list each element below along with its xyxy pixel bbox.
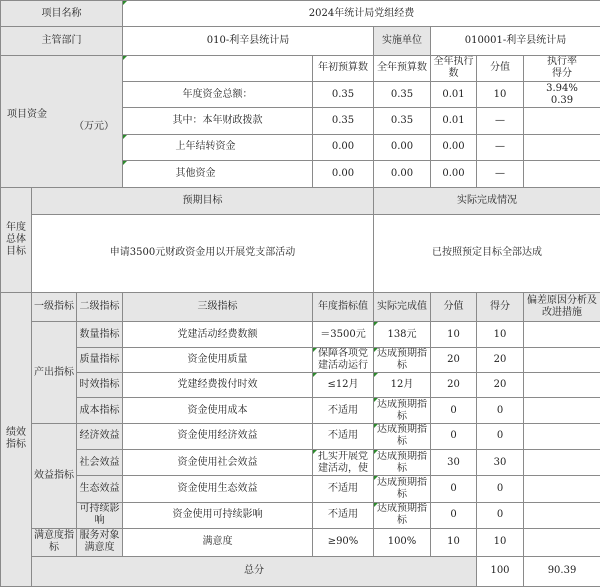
perf-target: 保障各项党建活动运行 bbox=[318, 347, 368, 371]
perf-row bbox=[1, 529, 600, 556]
perf-col-value: 分值 bbox=[431, 292, 477, 321]
perf-reason bbox=[524, 322, 600, 347]
perf-actual: 达成预期指标 bbox=[377, 503, 427, 527]
perf-col-score: 得分 bbox=[477, 292, 524, 321]
funds-row-score-value: — bbox=[477, 134, 524, 160]
perf-value: 0 bbox=[431, 398, 477, 423]
perf-score: 20 bbox=[477, 373, 524, 398]
perf-level3: 资金使用经济效益 bbox=[123, 423, 313, 449]
goals-header-row bbox=[1, 187, 600, 214]
funds-header-row bbox=[1, 55, 600, 81]
perf-reason bbox=[524, 450, 600, 476]
funds-col-score-value: 分值 bbox=[477, 55, 524, 81]
funds-unit-label: （万元） bbox=[74, 121, 114, 133]
funds-row-rate-score bbox=[524, 161, 600, 187]
perf-level2: 服务对象满意度 bbox=[77, 529, 123, 556]
perf-score: 20 bbox=[477, 347, 524, 372]
perf-col-reason: 偏差原因分析及改进措施 bbox=[524, 292, 600, 321]
perf-level1: 效益指标 bbox=[32, 423, 77, 528]
perf-level1: 产出指标 bbox=[32, 322, 77, 423]
project-name-label: 项目名称 bbox=[1, 1, 123, 27]
funds-row-rate-score bbox=[524, 82, 600, 108]
dept-label: 主管部门 bbox=[1, 27, 123, 55]
perf-col-level3: 三级指标 bbox=[123, 292, 313, 321]
funds-col-initial: 年初预算数 bbox=[313, 55, 374, 81]
perf-value: 20 bbox=[431, 347, 477, 372]
perf-target: ≤12月 bbox=[313, 373, 374, 398]
funds-row-name: 其中：本年财政拨款 bbox=[123, 108, 313, 134]
funds-label: 项目资金 bbox=[7, 109, 47, 121]
perf-actual: 达成预期指标 bbox=[377, 450, 427, 474]
department-row bbox=[1, 27, 600, 55]
perf-row bbox=[1, 398, 600, 423]
dept-value: 010-利辛县统计局 bbox=[123, 27, 374, 55]
perf-level2: 数量指标 bbox=[77, 322, 123, 347]
perf-target: ＝3500元 bbox=[313, 322, 374, 347]
perf-value: 0 bbox=[431, 476, 477, 502]
perf-reason bbox=[524, 529, 600, 556]
goals-label: 年度总体目标 bbox=[1, 187, 32, 292]
funds-col-score: 得分 bbox=[552, 68, 572, 80]
perf-actual: 138元 bbox=[374, 322, 431, 347]
perf-level3: 党建经费拨付时效 bbox=[123, 373, 313, 398]
perf-score: 10 bbox=[477, 322, 524, 347]
perf-actual: 达成预期指标 bbox=[377, 347, 427, 371]
perf-value: 20 bbox=[431, 373, 477, 398]
funds-row-score: 0.39 bbox=[550, 94, 574, 106]
goals-content-row bbox=[1, 214, 600, 292]
perf-score: 10 bbox=[477, 529, 524, 556]
total-value: 100 bbox=[477, 556, 524, 586]
perf-reason bbox=[524, 347, 600, 372]
perf-level3: 资金使用可持续影响 bbox=[123, 502, 313, 528]
perf-level3: 资金使用社会效益 bbox=[123, 450, 313, 476]
perf-reason bbox=[524, 502, 600, 528]
goals-actual: 已按照预定目标全部达成 bbox=[374, 214, 600, 292]
project-name-row bbox=[1, 1, 600, 27]
perf-level2: 经济效益 bbox=[77, 423, 123, 449]
goals-actual-label: 实际完成情况 bbox=[374, 187, 600, 214]
perf-row bbox=[1, 322, 600, 347]
unit-value: 010001-利辛县统计局 bbox=[431, 27, 600, 55]
perf-row bbox=[1, 502, 600, 528]
perf-row bbox=[1, 373, 600, 398]
perf-actual: 达成预期指标 bbox=[377, 477, 427, 501]
funds-row-annual: 0.00 bbox=[374, 161, 431, 187]
perf-label: 绩效指标 bbox=[1, 292, 32, 586]
perf-value: 30 bbox=[431, 450, 477, 476]
perf-reason bbox=[524, 398, 600, 423]
funds-row-name: 上年结转资金 bbox=[123, 134, 313, 160]
perf-level3: 资金使用成本 bbox=[123, 398, 313, 423]
perf-value: 0 bbox=[431, 502, 477, 528]
total-label: 总分 bbox=[32, 556, 477, 586]
perf-value: 0 bbox=[431, 423, 477, 449]
funds-row-score-value: — bbox=[477, 108, 524, 134]
funds-row-initial: 0.00 bbox=[313, 161, 374, 187]
funds-row-rate-score bbox=[524, 134, 600, 160]
total-row bbox=[1, 556, 600, 586]
funds-row-initial: 0.35 bbox=[313, 108, 374, 134]
perf-target: 扎实开展党建活动，使 bbox=[318, 450, 368, 474]
perf-row bbox=[1, 423, 600, 449]
funds-row-rate-score bbox=[524, 108, 600, 134]
funds-header-blank bbox=[123, 55, 313, 81]
funds-col-annual: 全年预算数 bbox=[374, 55, 431, 81]
perf-score: 0 bbox=[477, 476, 524, 502]
funds-row-initial: 0.00 bbox=[313, 134, 374, 160]
perf-row bbox=[1, 450, 600, 476]
funds-row-executed: 0.00 bbox=[431, 134, 477, 160]
funds-col-rate-score bbox=[524, 55, 600, 81]
goals-expected: 申请3500元财政资金用以开展党支部活动 bbox=[32, 214, 374, 292]
perf-score: 0 bbox=[477, 398, 524, 423]
goals-expected-label: 预期目标 bbox=[32, 187, 374, 214]
funds-col-rate: 执行率 bbox=[547, 56, 577, 68]
funds-row-score-value: — bbox=[477, 161, 524, 187]
funds-row-executed: 0.01 bbox=[431, 82, 477, 108]
perf-level2: 生态效益 bbox=[77, 476, 123, 502]
perf-actual: 达成预期指标 bbox=[377, 424, 427, 448]
perf-level1: 满意度指标 bbox=[32, 529, 77, 556]
perf-header-row bbox=[1, 292, 600, 321]
total-score: 90.39 bbox=[524, 556, 600, 586]
perf-level3: 满意度 bbox=[123, 529, 313, 556]
perf-level2: 质量指标 bbox=[77, 347, 123, 372]
perf-level3: 资金使用生态效益 bbox=[123, 476, 313, 502]
perf-value: 10 bbox=[431, 322, 477, 347]
perf-actual: 100% bbox=[374, 529, 431, 556]
perf-target: 不适用 bbox=[313, 398, 374, 423]
perf-col-target: 年度指标值 bbox=[313, 292, 374, 321]
perf-reason bbox=[524, 423, 600, 449]
unit-label: 实施单位 bbox=[374, 27, 431, 55]
perf-score: 0 bbox=[477, 502, 524, 528]
perf-col-level1: 一级指标 bbox=[32, 292, 77, 321]
perf-col-level2: 二级指标 bbox=[77, 292, 123, 321]
perf-target: ≥90% bbox=[313, 529, 374, 556]
funds-row-executed: 0.00 bbox=[431, 161, 477, 187]
perf-reason bbox=[524, 476, 600, 502]
perf-level3: 党建活动经费数额 bbox=[123, 322, 313, 347]
perf-level2: 社会效益 bbox=[77, 450, 123, 476]
funds-row-name: 年度资金总额： bbox=[123, 82, 313, 108]
perf-level2: 可持续影响 bbox=[77, 502, 123, 528]
perf-target: 不适用 bbox=[313, 423, 374, 449]
perf-target: 不适用 bbox=[313, 476, 374, 502]
funds-row-score-value: 10 bbox=[477, 82, 524, 108]
perf-score: 30 bbox=[477, 450, 524, 476]
perf-col-actual: 实际完成值 bbox=[374, 292, 431, 321]
perf-level2: 成本指标 bbox=[77, 398, 123, 423]
perf-row bbox=[1, 476, 600, 502]
funds-row-annual: 0.35 bbox=[374, 82, 431, 108]
project-name-value: 2024年统计局党组经费 bbox=[123, 1, 600, 27]
perf-actual: 达成预期指标 bbox=[377, 398, 427, 422]
perf-row bbox=[1, 347, 600, 372]
perf-actual: 12月 bbox=[374, 373, 431, 398]
funds-col-executed: 全年执行数 bbox=[431, 55, 477, 81]
funds-row-name: 其他资金 bbox=[123, 161, 313, 187]
funds-row-annual: 0.00 bbox=[374, 134, 431, 160]
perf-value: 10 bbox=[431, 529, 477, 556]
perf-score: 0 bbox=[477, 423, 524, 449]
funds-row-rate: 3.94% bbox=[546, 82, 578, 94]
perf-level2: 时效指标 bbox=[77, 373, 123, 398]
perf-reason bbox=[524, 373, 600, 398]
perf-level3: 资金使用质量 bbox=[123, 347, 313, 372]
funds-label-cell bbox=[1, 55, 123, 187]
funds-row-executed: 0.01 bbox=[431, 108, 477, 134]
funds-row-annual: 0.35 bbox=[374, 108, 431, 134]
perf-target: 不适用 bbox=[313, 502, 374, 528]
funds-row-initial: 0.35 bbox=[313, 82, 374, 108]
